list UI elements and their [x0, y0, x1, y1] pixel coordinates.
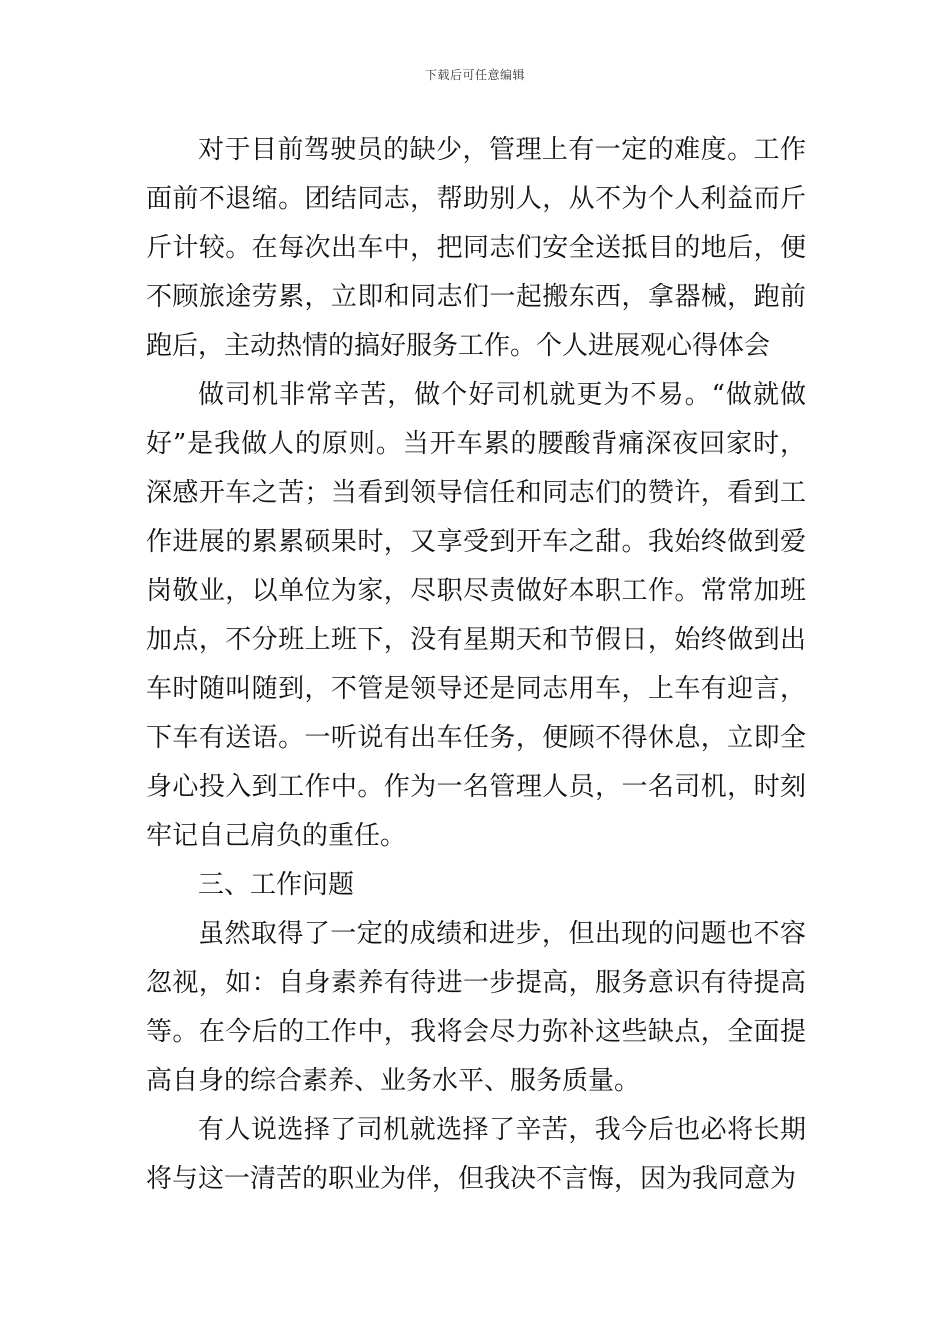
paragraph-no-regret: 有人说选择了司机就选择了辛苦，我今后也必将长期将与这一清苦的职业为伴，但我决不言悔，因为我同意为: [146, 1115, 806, 1194]
section-heading-work-problems: 三、工作问题: [198, 870, 355, 900]
paragraph-driving-hardship: 做司机非常辛苦，做个好司机就更为不易。“做就做好”是我做人的原则。当开车累的腰酸背痛深夜回家时，深感开车之苦；当看到领导信任和同志们的赞许，看到工作进展的累累硕果时，又享受到开车之甜。我始终做到爱岗敬业，以单位为家，尽职尽责做好本职工作。常常加班加点，不分班上班下，没有星期天和节假日，始终做到出车时随叫随到，不管是领导还是同志用车，上车有迎言，下车有送语。一听说有出车任务，便顾不得休息，立即全身心投入到工作中。作为一名管理人员，一名司机，时刻牢记自己肩负的重任。: [146, 380, 806, 851]
paragraph-problems: 虽然取得了一定的成绩和进步，但出现的问题也不容忽视，如：自身素养有待进一步提高，服务意识有待提高等。在今后的工作中，我将会尽力弥补这些缺点，全面提高自身的综合素养、业务水平、服务质量。: [146, 919, 806, 1096]
document-body: [146, 126, 806, 1204]
paragraph-driver-shortage: 对于目前驾驶员的缺少，管理上有一定的难度。工作面前不退缩。团结同志，帮助别人，从不为个人利益而斤斤计较。在每次出车中，把同志们安全送抵目的地后，便不顾旅途劳累，立即和同志们一起搬东西，拿器械，跑前跑后，主动热情的搞好服务工作。个人进展观心得体会: [146, 135, 806, 361]
page-header: 下载后可任意编辑: [424, 68, 525, 82]
